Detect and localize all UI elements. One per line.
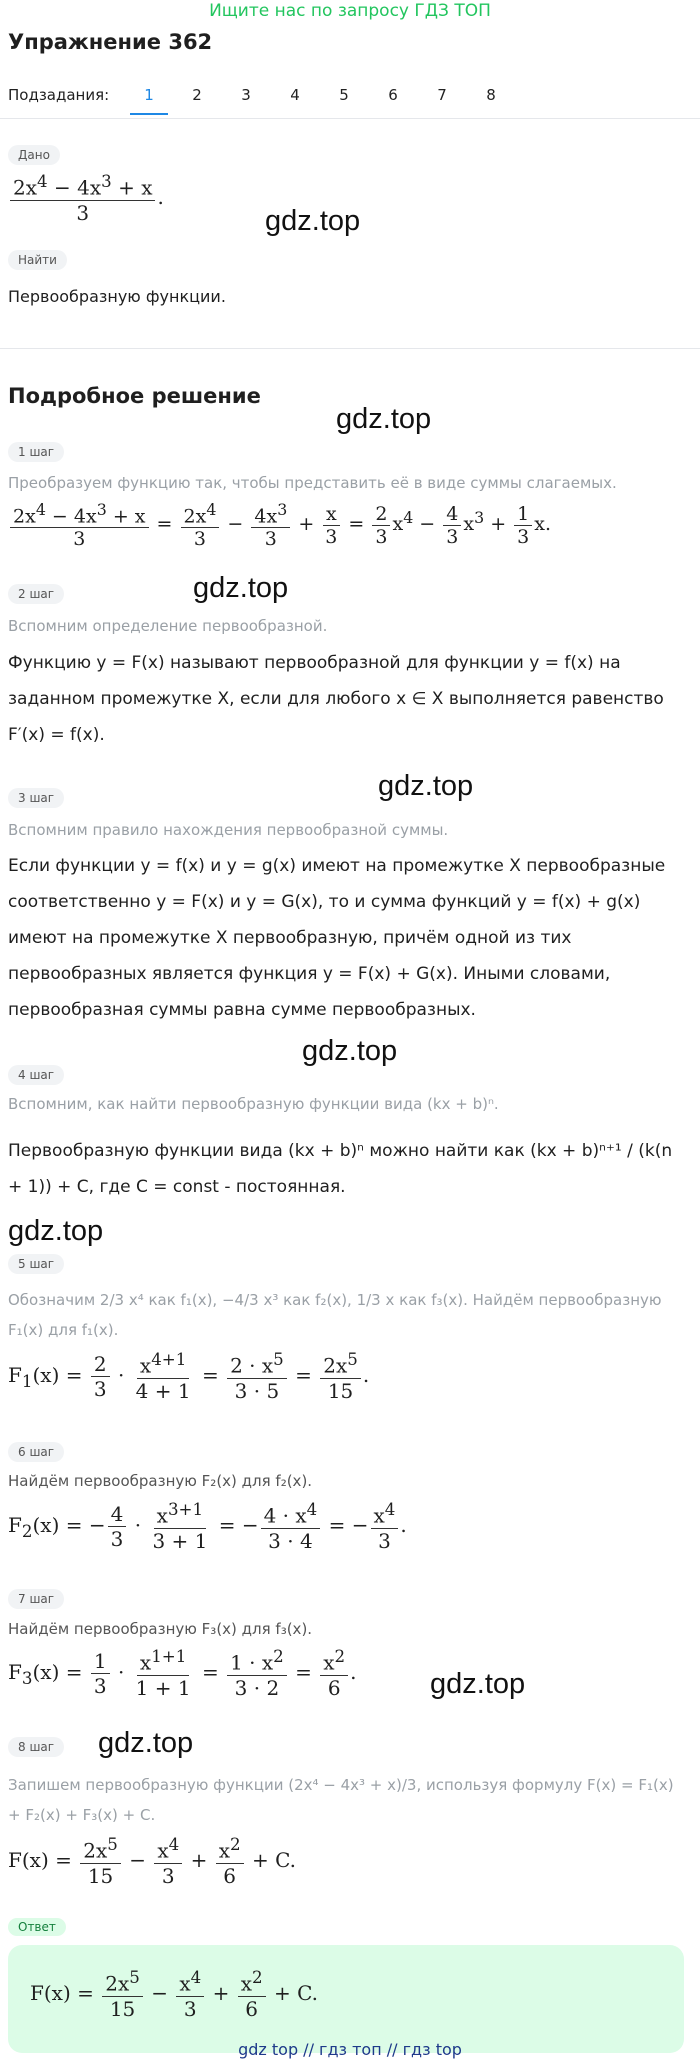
subtask-tab-7[interactable]: 7 (437, 86, 447, 104)
step-8-note: Запишем первообразную функции (2x⁴ − 4x³ + x)/3, используя формулу F(x) = F₁(x) + F₂(x) + F₃(x) + C. (8, 1776, 674, 1824)
watermark: gdz.top (430, 1668, 526, 1700)
active-tab-indicator (130, 113, 168, 115)
subtasks-label: Подзадания: (8, 86, 110, 104)
subtask-tab-6[interactable]: 6 (388, 86, 398, 104)
step-8-formula: F(x) = $\frac{2x^5}{15}$ − $\frac{x^4}{3}$ + $\frac{x^2}{6}$ + C. (8, 1835, 297, 1888)
step-6-formula: $F_2(x)$ = − $\frac{4}{3}$ · $\frac{x^{3+1}}{3 + 1}$ = − $\frac{4 \cdot x^4}{3 \cdot 4}$ = − $\frac{x^4}{3}$ . (8, 1500, 407, 1553)
subtask-tab-1[interactable]: 1 (144, 86, 154, 104)
step-6-pill: 6 шаг (8, 1442, 64, 1462)
subtask-tab-8[interactable]: 8 (486, 86, 496, 104)
step-1-note: Преобразуем функцию так, чтобы представить её в виде суммы слагаемых. (8, 474, 617, 492)
subtask-tab-5[interactable]: 5 (339, 86, 349, 104)
subtask-tab-2[interactable]: 2 (192, 86, 202, 104)
divider (0, 118, 700, 119)
step-4-note: Вспомним, как найти первообразную функции вида (kx + b)ⁿ. (8, 1095, 499, 1113)
step-3-note: Вспомним правило нахождения первообразной суммы. (8, 821, 449, 839)
watermark: gdz.top (98, 1727, 194, 1759)
step-1-formula: $\frac{2x^4 - 4x^3 + x}{3}$ = $\frac{2x^4}{3}$ − $\frac{4x^3}{3}$ + $\frac{x}{3}$ = $\frac{2}{3}$ $x^4$ − $\frac{4}{3}$ $x^3$ + $\frac{1}{3}$ x. (8, 500, 551, 550)
answer-formula: F(x) = $\frac{2x^5}{15}$ − $\frac{x^4}{3}$ + $\frac{x^2}{6}$ + C. (30, 1968, 319, 2021)
find-text: Первообразную функции. (8, 287, 226, 306)
search-banner[interactable]: Ищите нас по запросу ГДЗ ТОП (209, 1, 491, 21)
footer-links[interactable]: gdz top // гдз топ // гдз top (238, 2040, 462, 2059)
step-7-pill: 7 шаг (8, 1589, 64, 1609)
subtask-tab-3[interactable]: 3 (241, 86, 251, 104)
watermark: gdz.top (265, 205, 361, 237)
watermark: gdz.top (193, 572, 289, 604)
step-6-note: Найдём первообразную F₂(x) для f₂(x). (8, 1472, 313, 1490)
step-3-pill: 3 шаг (8, 788, 64, 808)
divider (0, 348, 700, 349)
answer-pill: Ответ (8, 1918, 66, 1936)
subtask-tab-4[interactable]: 4 (290, 86, 300, 104)
watermark: gdz.top (8, 1215, 104, 1247)
step-5-formula: $F_1(x)$ = $\frac{2}{3}$ · $\frac{x^{4+1}}{4 + 1}$ = $\frac{2 \cdot x^5}{3 \cdot 5}$ = $\frac{2x^5}{15}$ . (8, 1350, 370, 1403)
given-pill: Дано (8, 145, 60, 165)
solution-title: Подробное решение (8, 384, 261, 408)
watermark: gdz.top (302, 1035, 398, 1067)
find-pill: Найти (8, 250, 67, 270)
step-2-text: Функцию y = F(x) называют первообразной для функции y = f(x) на заданном промежутке X, если для любого x ∈ X выполняется равенство F′(x) = f(x). (8, 653, 664, 745)
step-7-formula: $F_3(x)$ = $\frac{1}{3}$ · $\frac{x^{1+1}}{1 + 1}$ = $\frac{1 \cdot x^2}{3 \cdot 2}$ = $\frac{x^2}{6}$ . (8, 1647, 357, 1700)
step-8-pill: 8 шаг (8, 1737, 64, 1757)
step-5-pill: 5 шаг (8, 1254, 64, 1274)
given-expression: $\frac{2x^4 - 4x^3 + x}{3}$ . (8, 172, 164, 225)
step-2-note: Вспомним определение первообразной. (8, 617, 328, 635)
step-4-text: Первообразную функции вида (kx + b)ⁿ можно найти как (kx + b)ⁿ⁺¹ / (k(n + 1)) + C, где C = const - постоянная. (8, 1141, 673, 1197)
step-5-note: Обозначим 2/3 x⁴ как f₁(x), −4/3 x³ как f₂(x), 1/3 x как f₃(x). Найдём первообразную F₁(x) для f₁(x). (8, 1291, 662, 1339)
watermark: gdz.top (336, 403, 432, 435)
step-3-text: Если функции y = f(x) и y = g(x) имеют на промежутке X первообразные соответственно y = F(x) и y = G(x), то и сумма функций y = f(x) + g(x) имеют на промежутке X первообразную, причём одной из тих первообразных является функция y = F(x) + G(x). Иными словами, первообразная суммы равна сумме первообразных. (8, 856, 666, 1020)
watermark: gdz.top (378, 770, 474, 802)
step-2-pill: 2 шаг (8, 584, 64, 604)
step-1-pill: 1 шаг (8, 442, 64, 462)
step-7-note: Найдём первообразную F₃(x) для f₃(x). (8, 1620, 313, 1638)
step-4-pill: 4 шаг (8, 1065, 64, 1085)
page-title: Упражнение 362 (8, 30, 213, 54)
